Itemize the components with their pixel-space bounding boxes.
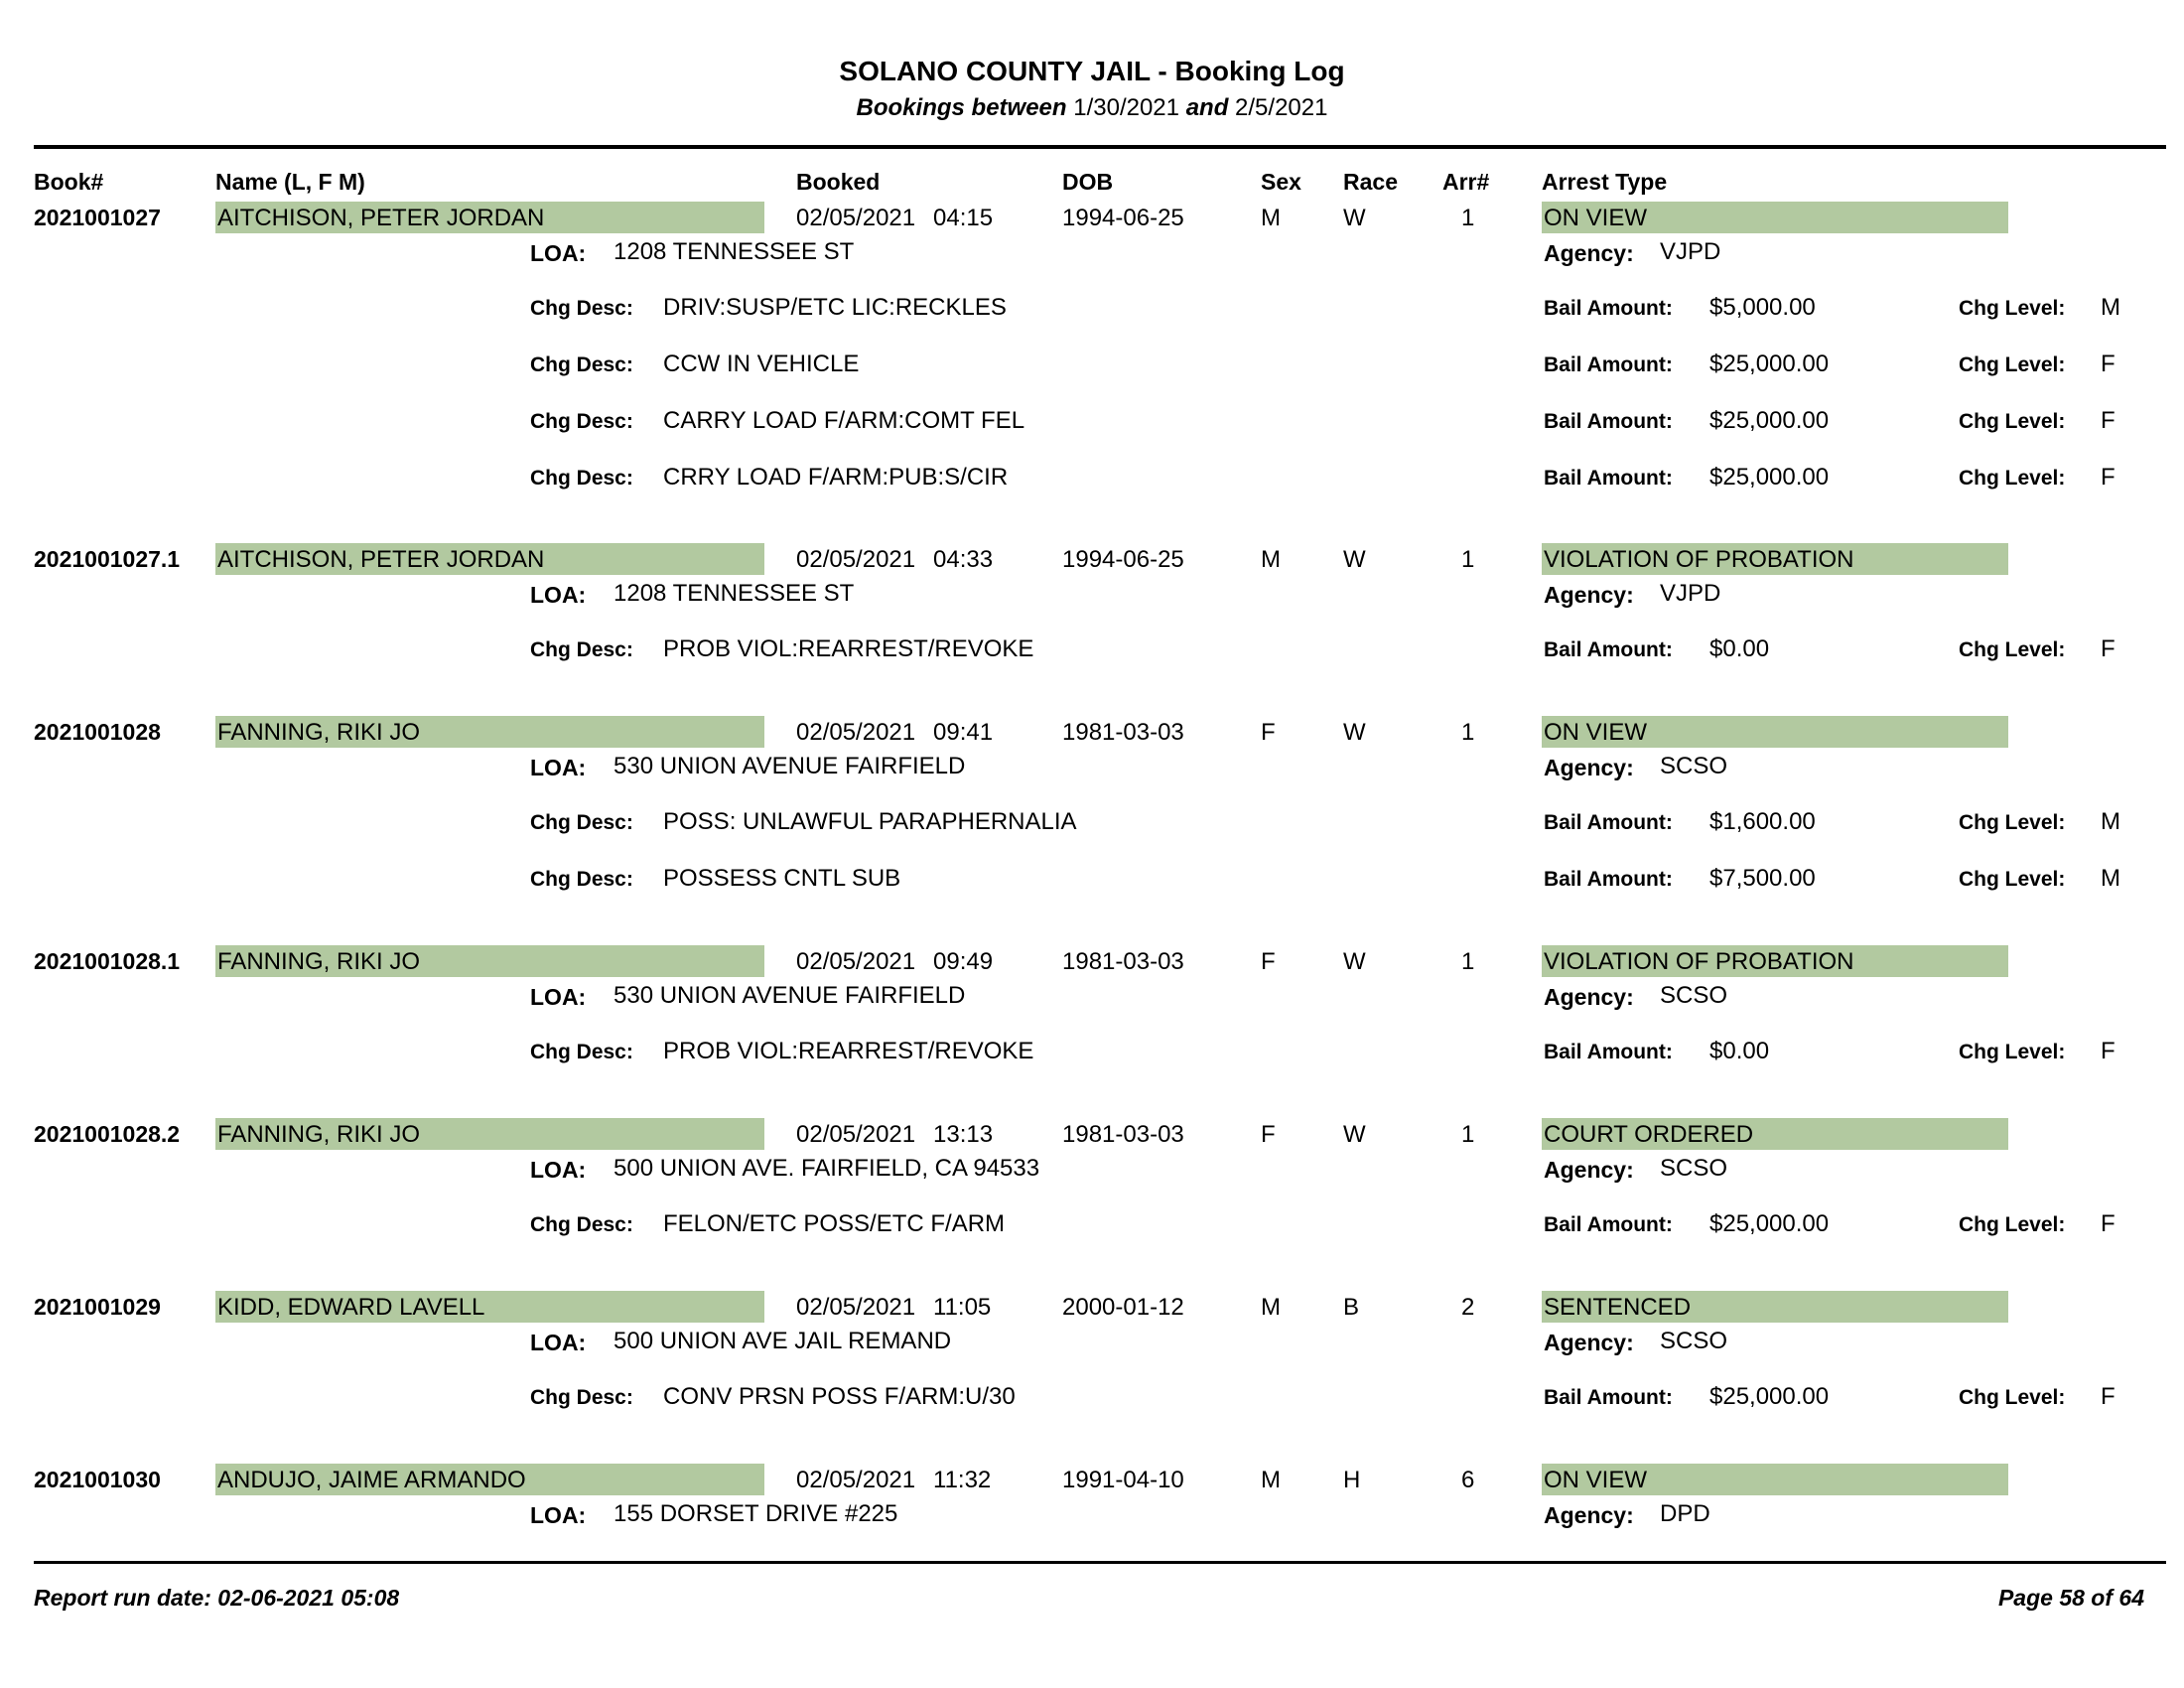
- loa-address: 500 UNION AVE JAIL REMAND: [614, 1328, 952, 1354]
- inmate-name: KIDD, EDWARD LAVELL: [217, 1294, 485, 1321]
- inmate-name: AITCHISON, PETER JORDAN: [217, 546, 545, 573]
- chg-desc-label: Chg Desc:: [530, 1213, 633, 1236]
- race: W: [1343, 948, 1366, 975]
- header-divider: [34, 145, 2166, 149]
- book-number: 2021001028.2: [34, 1121, 181, 1147]
- loa-address: 530 UNION AVENUE FAIRFIELD: [614, 753, 966, 779]
- booked-date: 02/05/2021: [796, 948, 916, 975]
- loa-label: LOA:: [530, 240, 587, 266]
- booked-date: 02/05/2021: [796, 205, 916, 231]
- race: H: [1343, 1467, 1361, 1493]
- booked-time: 04:33: [933, 546, 994, 573]
- inmate-name: ANDUJO, JAIME ARMANDO: [217, 1467, 526, 1493]
- charge-description: POSSESS CNTL SUB: [663, 865, 901, 892]
- arrest-count: 1: [1461, 719, 1475, 746]
- charge-level: M: [2101, 294, 2120, 321]
- chg-level-label: Chg Level:: [1959, 410, 2066, 433]
- arrest-type: COURT ORDERED: [1544, 1121, 1754, 1148]
- dob: 1994-06-25: [1062, 546, 1184, 573]
- loa-address: 1208 TENNESSEE ST: [614, 238, 855, 265]
- bail-amount: $25,000.00: [1709, 1383, 1830, 1410]
- agency: VJPD: [1660, 580, 1721, 607]
- dob: 1981-03-03: [1062, 948, 1184, 975]
- booked-time: 11:32: [933, 1467, 992, 1493]
- arrest-type: SENTENCED: [1544, 1294, 1692, 1321]
- chg-desc-label: Chg Desc:: [530, 1041, 633, 1063]
- sex: M: [1261, 1467, 1281, 1493]
- sex: M: [1261, 546, 1281, 573]
- report-run-date: Report run date: 02-06-2021 05:08: [34, 1585, 400, 1611]
- agency: VJPD: [1660, 238, 1721, 265]
- race: W: [1343, 205, 1366, 231]
- charge-description: CCW IN VEHICLE: [663, 351, 860, 377]
- agency-label: Agency:: [1544, 984, 1634, 1010]
- booked-time: 11:05: [933, 1294, 992, 1321]
- loa-label: LOA:: [530, 1330, 587, 1355]
- bail-amount: $1,600.00: [1709, 808, 1816, 835]
- agency-label: Agency:: [1544, 582, 1634, 608]
- bail-amount-label: Bail Amount:: [1544, 1386, 1673, 1409]
- loa-label: LOA:: [530, 755, 587, 780]
- race: W: [1343, 546, 1366, 573]
- loa-address: 530 UNION AVENUE FAIRFIELD: [614, 982, 966, 1009]
- col-header-sex: Sex: [1261, 169, 1301, 195]
- loa-label: LOA:: [530, 582, 587, 608]
- bail-amount-label: Bail Amount:: [1544, 868, 1673, 891]
- agency-label: Agency:: [1544, 1330, 1634, 1355]
- book-number: 2021001028.1: [34, 948, 181, 974]
- col-header-booked: Booked: [796, 169, 881, 195]
- bail-amount: $5,000.00: [1709, 294, 1816, 321]
- book-number: 2021001028: [34, 719, 161, 745]
- col-header-name: Name (L, F M): [215, 169, 365, 195]
- report-subtitle: [0, 94, 2184, 122]
- race: W: [1343, 1121, 1366, 1148]
- agency: SCSO: [1660, 1328, 1728, 1354]
- bail-amount-label: Bail Amount:: [1544, 410, 1673, 433]
- chg-desc-label: Chg Desc:: [530, 1386, 633, 1409]
- arrest-type: ON VIEW: [1544, 205, 1648, 231]
- booked-time: 09:41: [933, 719, 994, 746]
- chg-desc-label: Chg Desc:: [530, 353, 633, 376]
- end-date: 2/5/2021: [1235, 94, 1328, 121]
- sex: F: [1261, 1121, 1276, 1148]
- chg-desc-label: Chg Desc:: [530, 297, 633, 320]
- charge-level: F: [2101, 1038, 2116, 1064]
- loa-address: 1208 TENNESSEE ST: [614, 580, 855, 607]
- booked-date: 02/05/2021: [796, 1467, 916, 1493]
- bail-amount-label: Bail Amount:: [1544, 467, 1673, 490]
- agency: SCSO: [1660, 982, 1728, 1009]
- booked-time: 04:15: [933, 205, 994, 231]
- booked-date: 02/05/2021: [796, 546, 916, 573]
- loa-address: 500 UNION AVE. FAIRFIELD, CA 94533: [614, 1155, 1040, 1182]
- charge-description: CONV PRSN POSS F/ARM:U/30: [663, 1383, 1016, 1410]
- arrest-count: 6: [1461, 1467, 1475, 1493]
- bail-amount: $25,000.00: [1709, 464, 1830, 491]
- agency-label: Agency:: [1544, 1502, 1634, 1528]
- bail-amount-label: Bail Amount:: [1544, 1213, 1673, 1236]
- bail-amount: $7,500.00: [1709, 865, 1816, 892]
- chg-desc-label: Chg Desc:: [530, 410, 633, 433]
- bail-amount-label: Bail Amount:: [1544, 297, 1673, 320]
- agency-label: Agency:: [1544, 1157, 1634, 1183]
- arrest-type: VIOLATION OF PROBATION: [1544, 546, 1854, 573]
- chg-level-label: Chg Level:: [1959, 353, 2066, 376]
- dob: 1981-03-03: [1062, 719, 1184, 746]
- bail-amount: $25,000.00: [1709, 1210, 1830, 1237]
- loa-label: LOA:: [530, 984, 587, 1010]
- chg-desc-label: Chg Desc:: [530, 811, 633, 834]
- subtitle-and: and: [1185, 94, 1229, 121]
- dob: 1994-06-25: [1062, 205, 1184, 231]
- bail-amount: $25,000.00: [1709, 407, 1830, 434]
- arrest-count: 1: [1461, 546, 1475, 573]
- chg-level-label: Chg Level:: [1959, 467, 2066, 490]
- bail-amount: $0.00: [1709, 635, 1770, 662]
- chg-desc-label: Chg Desc:: [530, 467, 633, 490]
- sex: F: [1261, 948, 1276, 975]
- charge-level: F: [2101, 407, 2116, 434]
- charge-description: PROB VIOL:REARREST/REVOKE: [663, 1038, 1034, 1064]
- chg-level-label: Chg Level:: [1959, 638, 2066, 661]
- charge-level: F: [2101, 1383, 2116, 1410]
- chg-desc-label: Chg Desc:: [530, 638, 633, 661]
- chg-level-label: Chg Level:: [1959, 811, 2066, 834]
- race: B: [1343, 1294, 1360, 1321]
- col-header-race: Race: [1343, 169, 1398, 195]
- charge-level: F: [2101, 464, 2116, 491]
- arrest-type: VIOLATION OF PROBATION: [1544, 948, 1854, 975]
- sex: M: [1261, 205, 1281, 231]
- col-header-arrest-type: Arrest Type: [1542, 169, 1668, 195]
- dob: 1991-04-10: [1062, 1467, 1184, 1493]
- agency: SCSO: [1660, 753, 1728, 779]
- subtitle-prefix: Bookings between: [856, 94, 1067, 121]
- col-header-arr: Arr#: [1442, 169, 1490, 195]
- bail-amount: $25,000.00: [1709, 351, 1830, 377]
- loa-address: 155 DORSET DRIVE #225: [614, 1500, 898, 1527]
- arrest-count: 2: [1461, 1294, 1475, 1321]
- agency-label: Agency:: [1544, 240, 1634, 266]
- agency: SCSO: [1660, 1155, 1728, 1182]
- booked-date: 02/05/2021: [796, 1121, 916, 1148]
- agency-label: Agency:: [1544, 755, 1634, 780]
- booked-time: 09:49: [933, 948, 994, 975]
- col-header-book: Book#: [34, 169, 104, 195]
- book-number: 2021001030: [34, 1467, 161, 1492]
- charge-level: F: [2101, 1210, 2116, 1237]
- bail-amount-label: Bail Amount:: [1544, 353, 1673, 376]
- inmate-name: FANNING, RIKI JO: [217, 1121, 421, 1148]
- page-number: Page 58 of 64: [1997, 1585, 2144, 1611]
- dob: 2000-01-12: [1062, 1294, 1184, 1321]
- bail-amount-label: Bail Amount:: [1544, 811, 1673, 834]
- loa-label: LOA:: [530, 1157, 587, 1183]
- book-number: 2021001027.1: [34, 546, 181, 572]
- booked-date: 02/05/2021: [796, 1294, 916, 1321]
- bail-amount-label: Bail Amount:: [1544, 638, 1673, 661]
- footer-divider: [34, 1561, 2166, 1564]
- booked-time: 13:13: [933, 1121, 994, 1148]
- chg-desc-label: Chg Desc:: [530, 868, 633, 891]
- chg-level-label: Chg Level:: [1959, 1386, 2066, 1409]
- arrest-count: 1: [1461, 205, 1475, 231]
- arrest-type: ON VIEW: [1544, 1467, 1648, 1493]
- bail-amount: $0.00: [1709, 1038, 1770, 1064]
- dob: 1981-03-03: [1062, 1121, 1184, 1148]
- inmate-name: AITCHISON, PETER JORDAN: [217, 205, 545, 231]
- charge-description: CARRY LOAD F/ARM:COMT FEL: [663, 407, 1025, 434]
- start-date: 1/30/2021: [1073, 94, 1180, 121]
- charge-level: M: [2101, 865, 2120, 892]
- book-number: 2021001027: [34, 205, 161, 230]
- charge-description: DRIV:SUSP/ETC LIC:RECKLES: [663, 294, 1007, 321]
- charge-level: M: [2101, 808, 2120, 835]
- arrest-count: 1: [1461, 1121, 1475, 1148]
- loa-label: LOA:: [530, 1502, 587, 1528]
- chg-level-label: Chg Level:: [1959, 868, 2066, 891]
- charge-description: FELON/ETC POSS/ETC F/ARM: [663, 1210, 1006, 1237]
- agency: DPD: [1660, 1500, 1710, 1527]
- chg-level-label: Chg Level:: [1959, 297, 2066, 320]
- report-title: SOLANO COUNTY JAIL - Booking Log: [839, 56, 1345, 86]
- col-header-dob: DOB: [1062, 169, 1114, 195]
- charge-description: POSS: UNLAWFUL PARAPHERNALIA: [663, 808, 1077, 835]
- booked-date: 02/05/2021: [796, 719, 916, 746]
- bail-amount-label: Bail Amount:: [1544, 1041, 1673, 1063]
- arrest-count: 1: [1461, 948, 1475, 975]
- race: W: [1343, 719, 1366, 746]
- inmate-name: FANNING, RIKI JO: [217, 948, 421, 975]
- chg-level-label: Chg Level:: [1959, 1041, 2066, 1063]
- charge-description: PROB VIOL:REARREST/REVOKE: [663, 635, 1034, 662]
- charge-description: CRRY LOAD F/ARM:PUB:S/CIR: [663, 464, 1009, 491]
- charge-level: F: [2101, 351, 2116, 377]
- chg-level-label: Chg Level:: [1959, 1213, 2066, 1236]
- inmate-name: FANNING, RIKI JO: [217, 719, 421, 746]
- sex: M: [1261, 1294, 1281, 1321]
- book-number: 2021001029: [34, 1294, 161, 1320]
- sex: F: [1261, 719, 1276, 746]
- arrest-type: ON VIEW: [1544, 719, 1648, 746]
- charge-level: F: [2101, 635, 2116, 662]
